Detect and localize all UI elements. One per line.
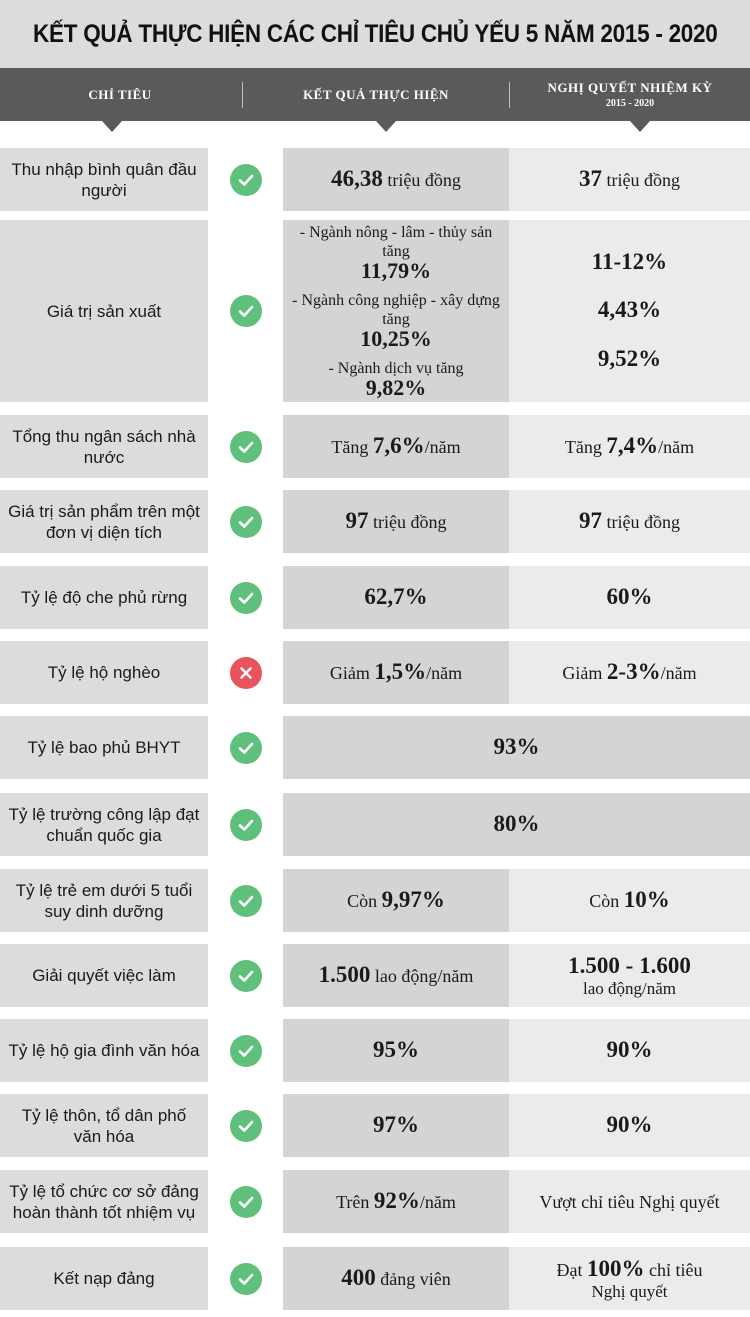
table-row [0, 148, 750, 211]
table-row [0, 869, 750, 932]
check-icon [230, 732, 262, 764]
check-icon [230, 582, 262, 614]
result-cell [283, 869, 509, 932]
result-number: 97 [345, 508, 369, 533]
shared-value-cell [283, 716, 750, 779]
target-sub-item-number: 4,43% [597, 297, 662, 323]
status-cell [208, 566, 283, 629]
result-sub-item-number: 9,82% [365, 374, 427, 400]
result-number: 1,5% [374, 659, 427, 684]
target-prefix: Tăng [564, 437, 607, 457]
result-suffix: /năm [419, 1192, 456, 1212]
check-icon [230, 885, 262, 917]
target-value [568, 954, 691, 979]
result-value [347, 888, 445, 913]
indicator-name-text: Tỷ lệ trẻ em dưới 5 tuổi suy dinh dưỡng [15, 880, 193, 921]
result-value [331, 167, 461, 192]
result-number: 92% [373, 1188, 420, 1213]
result-cell [283, 490, 509, 553]
result-cell [283, 220, 509, 402]
indicator-name-text: Tỷ lệ độ che phủ rừng [20, 588, 188, 607]
indicator-name-text: Tổng thu ngân sách nhà nước [12, 426, 196, 467]
target-cell [509, 641, 750, 704]
target-sub-item-number: 11-12% [591, 248, 668, 274]
header-col-target [510, 68, 750, 121]
page-title: KẾT QUẢ THỰC HIỆN CÁC CHỈ TIÊU CHỦ YẾU 5 NĂM 2015 - 2020 [32, 19, 718, 48]
table-row [0, 716, 750, 779]
target-number: 37 [579, 166, 602, 191]
result-number: 7,6% [372, 433, 425, 458]
indicator-name-text: Kết nạp đảng [53, 1269, 155, 1288]
target-number: 1.500 - 1.600 [568, 952, 691, 978]
target-cell [509, 1170, 750, 1233]
table-header [0, 68, 750, 121]
table-row [0, 793, 750, 856]
result-cell [283, 944, 509, 1007]
target-sub-item-number: 9,52% [597, 346, 662, 372]
header-arrow [630, 121, 650, 132]
header-arrow [376, 121, 396, 132]
target-cell [509, 566, 750, 629]
indicator-name-text: Thu nhập bình quân đầu người [11, 159, 197, 200]
header-col-indicator [0, 68, 240, 121]
result-sub-item-label: - Ngành công nghiệp - xây dựng tăng [292, 291, 500, 328]
target-value [607, 585, 653, 610]
indicator-name [0, 220, 208, 402]
table-row [0, 1019, 750, 1082]
shared-value [494, 812, 540, 837]
result-sub-item-value [360, 257, 432, 283]
result-sub-item-label: - Ngành dịch vụ tăng [328, 359, 464, 377]
check-icon [230, 506, 262, 538]
target-value [607, 1113, 653, 1138]
status-cell [208, 716, 283, 779]
indicator-name [0, 490, 208, 553]
target-value [607, 1038, 653, 1063]
table-row [0, 641, 750, 704]
target-line2 [591, 1282, 667, 1301]
target-cell [509, 1247, 750, 1310]
status-cell [208, 490, 283, 553]
result-sub-item [289, 223, 503, 283]
indicator-name-text: Tỷ lệ bao phủ BHYT [27, 738, 181, 757]
table-row [0, 1247, 750, 1310]
result-value [373, 1038, 419, 1063]
target-value [539, 1190, 719, 1214]
indicator-name-text: Giá trị sản phẩm trên một đơn vị diện tích [8, 501, 200, 542]
result-suffix: /năm [426, 663, 463, 683]
target-value [579, 167, 680, 192]
indicator-name [0, 566, 208, 629]
indicator-name-text: Giải quyết việc làm [32, 966, 176, 985]
indicator-name [0, 1019, 208, 1082]
result-cell [283, 148, 509, 211]
target-number: 90% [606, 1112, 653, 1137]
target-sub-item [598, 347, 661, 372]
result-value [330, 660, 462, 685]
target-value [579, 509, 680, 534]
header-col-result [243, 68, 509, 121]
result-cell [283, 1094, 509, 1157]
check-icon [230, 164, 262, 196]
result-sub-item-value [365, 374, 427, 400]
target-number: 100% [587, 1255, 645, 1281]
target-suffix: /năm [660, 663, 697, 683]
result-number: 62,7% [364, 584, 428, 609]
indicator-name-text: Tỷ lệ hộ gia đình văn hóa [8, 1041, 200, 1060]
target-cell [509, 490, 750, 553]
result-sub-item [328, 359, 463, 400]
target-cell [509, 1094, 750, 1157]
shared-value-cell [283, 793, 750, 856]
status-cell [208, 1019, 283, 1082]
target-prefix: Còn [589, 891, 624, 911]
target-number: 97 [579, 508, 602, 533]
check-icon [230, 1263, 262, 1295]
header-col-target-period: 2015 - 2020 [605, 98, 655, 109]
target-cell [509, 415, 750, 478]
check-icon [230, 295, 262, 327]
result-value [336, 1189, 456, 1214]
check-icon [230, 431, 262, 463]
result-sub-item-text [289, 291, 503, 329]
target-number: 60% [606, 584, 653, 609]
indicator-name [0, 1094, 208, 1157]
target-line2-text: lao động/năm [582, 978, 676, 998]
result-cell [283, 1019, 509, 1082]
status-cell [208, 1170, 283, 1233]
header-col-result-label: KẾT QUẢ THỰC HIỆN [303, 86, 449, 102]
target-line2 [583, 979, 676, 998]
status-cell [208, 641, 283, 704]
shared-number: 93% [493, 734, 540, 759]
check-icon [230, 1035, 262, 1067]
target-suffix: triệu đồng [602, 512, 680, 532]
result-suffix: triệu đồng [368, 512, 447, 532]
result-cell [283, 1247, 509, 1310]
result-sub-item-number: 10,25% [360, 325, 432, 351]
target-number: 10% [623, 887, 670, 912]
result-cell [283, 415, 509, 478]
result-cell [283, 566, 509, 629]
target-number: 90% [606, 1037, 653, 1062]
check-icon [230, 1186, 262, 1218]
target-cell [509, 944, 750, 1007]
indicator-name [0, 148, 208, 211]
header-col-indicator-label: CHỈ TIÊU [88, 86, 152, 102]
status-cell [208, 869, 283, 932]
target-cell [509, 148, 750, 211]
indicator-name-text: Giá trị sản xuất [46, 301, 162, 321]
status-cell [208, 148, 283, 211]
indicator-name [0, 869, 208, 932]
result-prefix: Tăng [331, 437, 373, 457]
indicator-name [0, 1170, 208, 1233]
indicator-name [0, 944, 208, 1007]
result-suffix: /năm [424, 437, 461, 457]
indicator-name [0, 793, 208, 856]
result-suffix: lao động/năm [370, 966, 474, 986]
result-number: 95% [373, 1037, 419, 1062]
status-cell [208, 793, 283, 856]
target-number: 2-3% [606, 659, 661, 684]
target-value [557, 1257, 703, 1282]
status-cell [208, 1247, 283, 1310]
target-prefix: Vượt chỉ tiêu Nghị quyết [539, 1191, 720, 1212]
target-prefix: Đạt [556, 1259, 587, 1280]
result-value [319, 963, 474, 988]
result-cell [283, 641, 509, 704]
indicator-name-text: Tỷ lệ trường công lập đạt chuẩn quốc gia [8, 804, 200, 845]
table-row [0, 1170, 750, 1233]
table-row [0, 220, 750, 402]
result-sub-item-label: - Ngành nông - lâm - thủy sản tăng [299, 223, 493, 260]
cross-icon [230, 657, 262, 689]
indicator-name [0, 641, 208, 704]
table-row [0, 490, 750, 553]
result-number: 1.500 [318, 962, 371, 987]
result-number: 9,97% [381, 887, 445, 912]
target-value [565, 434, 694, 459]
result-sub-item [289, 291, 503, 351]
result-sub-item-text [289, 223, 503, 261]
status-cell [208, 220, 283, 402]
result-suffix: triệu đồng [382, 170, 461, 190]
table-row [0, 944, 750, 1007]
result-prefix: Giảm [329, 663, 375, 683]
target-value [589, 888, 670, 913]
title-bar [0, 0, 750, 68]
indicator-name [0, 1247, 208, 1310]
table-row [0, 1094, 750, 1157]
result-cell [283, 1170, 509, 1233]
header-col-target-label: NGHỊ QUYẾT NHIỆM KỲ [547, 80, 713, 95]
result-number: 400 [341, 1265, 376, 1290]
result-number: 46,38 [331, 166, 383, 191]
target-cell [509, 220, 750, 402]
result-value [364, 585, 427, 610]
result-number: 97% [373, 1112, 419, 1137]
result-value [331, 434, 460, 459]
result-sub-item-value [360, 325, 432, 351]
table-row [0, 415, 750, 478]
check-icon [230, 809, 262, 841]
header-arrow [102, 121, 122, 132]
check-icon [230, 1110, 262, 1142]
target-sub-item [592, 250, 667, 275]
result-suffix: đảng viên [375, 1269, 451, 1289]
target-suffix: /năm [658, 437, 695, 457]
indicator-name-text: Tỷ lệ hộ nghèo [47, 663, 161, 682]
status-cell [208, 415, 283, 478]
target-number: 7,4% [606, 433, 659, 458]
status-cell [208, 944, 283, 1007]
target-sub-item [598, 298, 661, 323]
target-suffix: chỉ tiêu [644, 1259, 703, 1280]
indicator-name [0, 716, 208, 779]
check-icon [230, 960, 262, 992]
indicator-name [0, 415, 208, 478]
result-value [346, 509, 447, 534]
result-value [373, 1113, 419, 1138]
result-prefix: Trên [336, 1192, 374, 1212]
target-cell [509, 1019, 750, 1082]
target-suffix: triệu đồng [602, 170, 680, 190]
result-value [341, 1266, 450, 1291]
status-cell [208, 1094, 283, 1157]
target-value [562, 660, 696, 685]
target-cell [509, 869, 750, 932]
shared-value [494, 735, 540, 760]
result-sub-item-number: 11,79% [360, 257, 432, 283]
target-line2-text: Nghị quyết [591, 1281, 668, 1301]
table-row [0, 566, 750, 629]
indicator-name-text: Tỷ lệ thôn, tổ dân phố văn hóa [21, 1105, 187, 1146]
indicator-name-text: Tỷ lệ tổ chức cơ sở đảng hoàn thành tốt nhiệm vụ [9, 1181, 199, 1222]
shared-number: 80% [493, 811, 540, 836]
target-prefix: Giảm [562, 663, 607, 683]
result-prefix: Còn [347, 891, 382, 911]
